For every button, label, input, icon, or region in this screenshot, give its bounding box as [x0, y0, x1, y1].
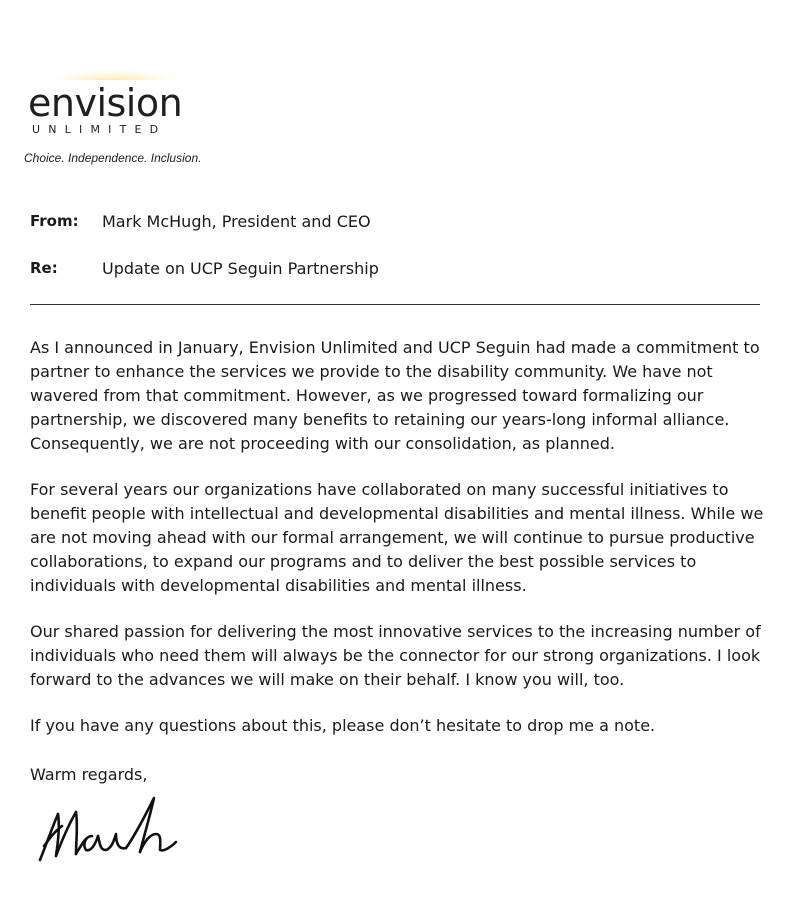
envision-unlimited-logo: [26, 34, 216, 144]
re-value: Update on UCP Seguin Partnership: [102, 259, 379, 278]
re-label: Re:: [30, 259, 58, 277]
from-value: Mark McHugh, President and CEO: [102, 212, 371, 231]
logo-subword: UNLIMITED: [32, 123, 167, 136]
letter-body: [30, 336, 782, 760]
logo-graphic: [26, 34, 216, 144]
closing: Warm regards,: [30, 765, 148, 784]
tagline: Choice. Independence. Inclusion.: [24, 151, 202, 165]
paragraph-1: As I announced in January, Envision Unlimited and UCP Seguin had made a commitment to partner to enhance the services we provide to the disability community. We have not wavered from that commitment. However, as we progressed toward formalizing our partnership, we discovered many benefits to retaining our years-long informal alliance. Consequently, we are not proceeding with our consolidation, as planned.: [30, 338, 760, 453]
from-label: From:: [30, 212, 79, 230]
signature-icon: [36, 790, 196, 870]
handwritten-signature: [36, 790, 196, 870]
header-divider: [30, 304, 760, 305]
paragraph-3: Our shared passion for delivering the most innovative services to the increasing number of individuals who need them will always be the connector for our strong organizations. I look forward to the advances we will make on their behalf. I know you will, too.: [30, 622, 761, 689]
logo-wordmark: envision: [28, 81, 183, 125]
paragraph-4: If you have any questions about this, please don’t hesitate to drop me a note.: [30, 716, 656, 735]
paragraph-2: For several years our organizations have collaborated on many successful initiatives to benefit people with intellectual and developmental disabilities and mental illness. While we are not moving ahead with our formal arrangement, we will continue to pursue productive collaborations, to expand our programs and to deliver the best possible services to individuals with developmental disabilities and mental illness.: [30, 480, 764, 595]
